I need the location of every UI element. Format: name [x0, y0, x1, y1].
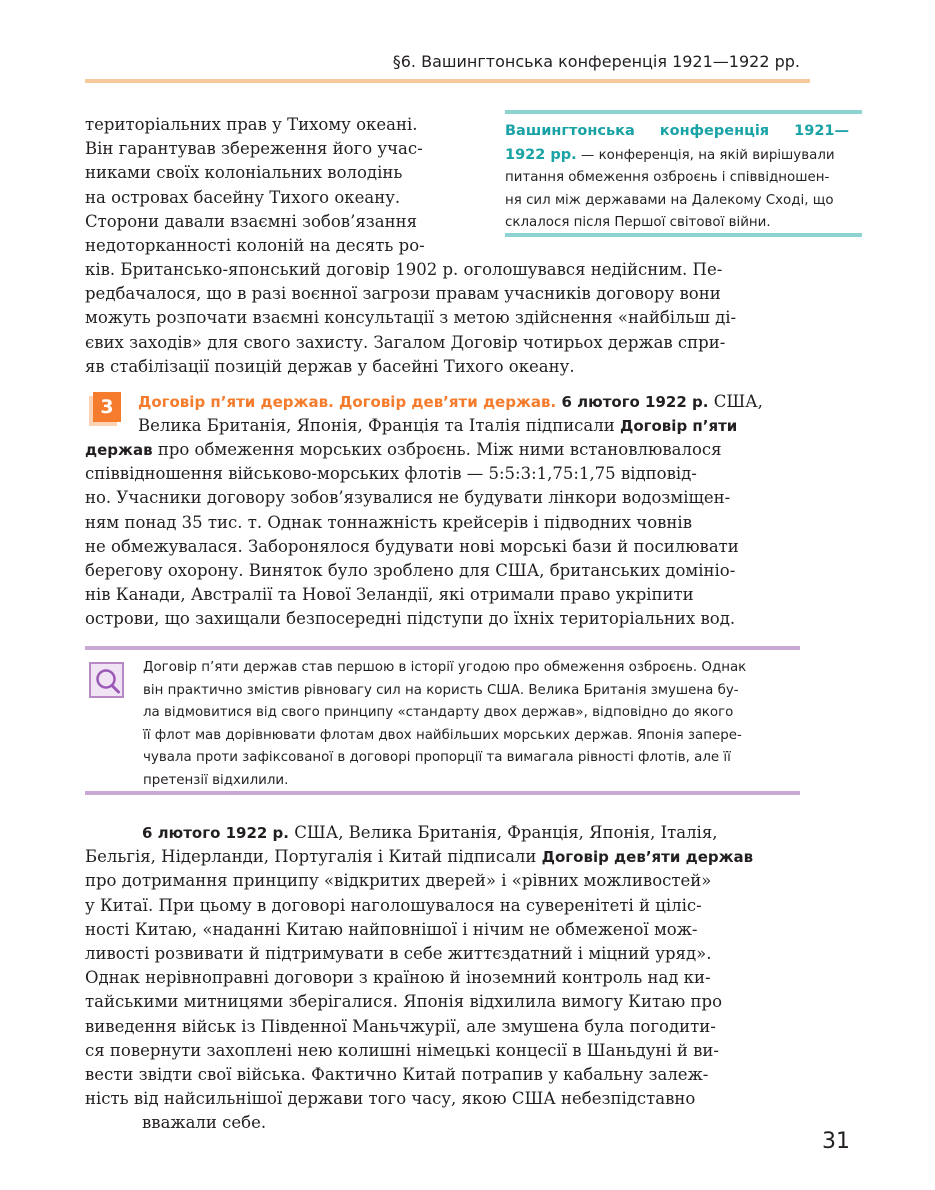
- definition-line: [505, 144, 862, 168]
- text-line: ням понад 35 тис. т. Однак тоннажність крейсерів і підводних човнів: [85, 512, 692, 532]
- text-part: США, Велика Британія, Франція, Японія, Італія,: [289, 823, 718, 842]
- note-line: чувала проти зафіксованої в договорі пропорції та вимагала рівності флотів, але її: [143, 750, 731, 766]
- text-line: ності Китаю, «наданні Китаю найповнішої і нічим не обмеженої мож-: [85, 919, 698, 939]
- note-text: [143, 657, 798, 793]
- note-line: він практично змістив рівновагу сил на користь США. Велика Британія змушена бу-: [143, 682, 739, 698]
- text-line: на островах басейну Тихого океану.: [85, 187, 401, 207]
- definition-term: Вашингтонська конференція 1921—: [505, 123, 850, 139]
- section-3-lead: [138, 390, 800, 438]
- intro-full-column: [85, 258, 800, 379]
- text-line: виведення військ із Південної Маньчжурії, але змушена була погодити-: [85, 1016, 716, 1036]
- text-part: США,: [708, 392, 763, 411]
- text-part: Бельгія, Нідерланди, Португалія і Китай підписали: [85, 847, 542, 867]
- text-line: тайськими митницями зберігалися. Японія відхилила вимогу Китаю про: [85, 992, 723, 1012]
- section-3-line: [138, 390, 800, 414]
- definition-rule-bottom: [505, 233, 862, 237]
- text-line: територіальних прав у Тихому океані.: [85, 115, 418, 134]
- text-line: Сторони давали взаємні зобов’язання: [85, 211, 417, 231]
- note-line: претензії відхилили.: [143, 772, 289, 788]
- text-line: никами своїх колоніальних володінь: [85, 163, 403, 183]
- definition-line: склалося після Першої світової війни.: [505, 215, 771, 230]
- section-3-line: [138, 414, 800, 438]
- term-bold: Договір дев’яти держав: [541, 848, 754, 867]
- text-line: співвідношення військово-морських флотів — 5:5:3:1,75:1,75 відповід-: [85, 464, 697, 484]
- note-rule-top: [85, 646, 800, 650]
- section-title: Договір п’яти держав. Договір дев’яти держав.: [138, 393, 557, 411]
- date-bold: 6 лютого 1922 р.: [561, 393, 709, 411]
- text-line: вважали себе.: [142, 1113, 267, 1133]
- text-line: редбачалося, що в разі воєнної загрози правам учасників договору вони: [85, 284, 721, 304]
- definition-text-part: — конференція, на якій вирішували: [576, 147, 835, 163]
- text-line: ливості розвивати й підтримувати в себе життєздатний і міцний уряд».: [85, 944, 712, 964]
- nine-power-paragraph: [85, 821, 800, 1136]
- text-line: берегову охорону. Виняток було зроблено для США, британських домініо-: [85, 561, 736, 581]
- text-line: ся повернути захоплені нею колишні німецькі концесії в Шаньдуні й ви-: [85, 1040, 719, 1060]
- text-line: яв стабілізації позицій держав у басейні Тихого океану.: [85, 356, 575, 376]
- text-line: не обмежувалася. Заборонялося будувати нові морські бази й посилювати: [85, 536, 739, 556]
- text-line: ків. Британсько-японський договір 1902 р. оголошувався недійсним. Пе-: [85, 260, 723, 279]
- text-line: у Китаї. При цьому в договорі наголошувалося на суверенітеті й ціліс-: [85, 895, 702, 915]
- note-line: Договір п’яти держав став першою в історії угодою про обмеження озброєнь. Однак: [143, 660, 747, 675]
- text-line: недоторканності колоній на десять ро-: [85, 236, 425, 256]
- term-bold: держав: [85, 441, 153, 459]
- definition-text: [505, 120, 862, 235]
- text-line: ність від найсильнішої держави того часу, якою США небезпідставно: [85, 1089, 696, 1109]
- text-line: [85, 845, 800, 869]
- text-line: острови, що захищали безпосередні підступи до їхніх територіальних вод.: [85, 609, 736, 629]
- page-number: 31: [822, 1129, 850, 1154]
- section-number-badge: 3: [93, 392, 121, 422]
- text-line: [85, 438, 800, 462]
- definition-term: 1922 рр.: [505, 146, 577, 163]
- text-line: нів Канади, Австралії та Нової Зеландії, які отримали право укріпити: [85, 585, 694, 605]
- text-part: про обмеження морських озброєнь. Між ними встановлювалося: [152, 440, 722, 459]
- text-line: про дотримання принципу «відкритих дверей» і «рівних можливостей»: [85, 871, 712, 891]
- definition-line: питання обмеження озброєнь і співвідношен-: [505, 170, 830, 185]
- header-rule: [85, 79, 810, 83]
- text-part: Велика Британія, Японія, Франція та Італія підписали: [138, 416, 620, 436]
- definition-box: [505, 110, 862, 240]
- definition-line: [505, 120, 862, 144]
- running-title: §6. Вашингтонська конференція 1921—1922 рр.: [392, 52, 800, 71]
- note-line: її флот мав дорівнювати флотам двох найбільших морських держав. Японія запере-: [143, 727, 742, 743]
- text-line: вести звідти свої війська. Фактично Китай потрапив у кабальну залеж-: [85, 1065, 709, 1085]
- definition-line: ня сил між державами на Далекому Сході, що: [505, 192, 834, 208]
- term-bold: Договір п’яти: [620, 417, 738, 436]
- text-line: Він гарантував збереження його учас-: [85, 139, 423, 159]
- intro-left-column: [85, 113, 475, 258]
- section-3-body: [85, 438, 800, 632]
- text-line: євих заходів» для свого захисту. Загалом Договір чотирьох держав спри-: [85, 332, 726, 352]
- date-bold: 6 лютого 1922 р.: [142, 824, 289, 842]
- text-line: Однак нерівноправні договори з країною й іноземний контроль над ки-: [85, 968, 711, 988]
- note-block: [85, 646, 800, 799]
- definition-rule-top: [505, 110, 862, 114]
- note-rule-bottom: [85, 791, 800, 795]
- text-line: но. Учасники договору зобов’язувалися не будувати лінкори водозміщен-: [85, 488, 731, 508]
- text-line: можуть розпочати взаємні консультації з метою здійснення «найбільш ді-: [85, 308, 737, 328]
- text-line: [85, 821, 800, 845]
- note-line: ла відмовитися від свого принципу «стандарту двох держав», відповідно до якого: [143, 705, 734, 721]
- magnifier-icon: [89, 662, 124, 698]
